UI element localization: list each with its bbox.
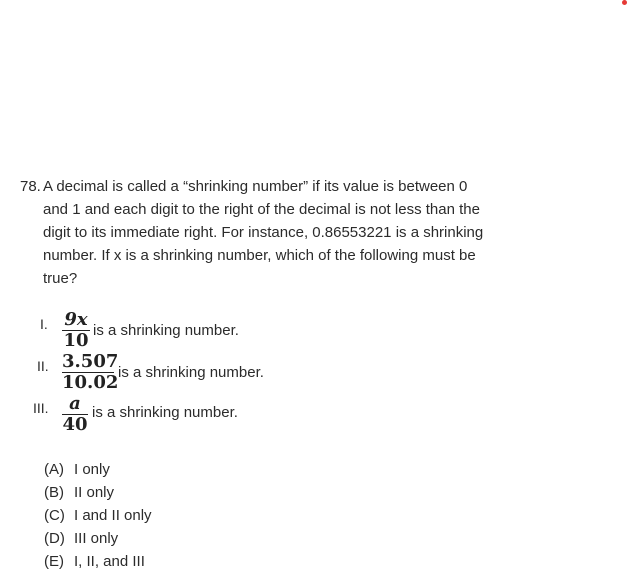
- fraction-denominator: 10.02: [62, 372, 119, 393]
- fraction-denominator: 40: [62, 414, 88, 435]
- statement-fraction: [62, 310, 90, 351]
- question-number: 78.: [20, 178, 41, 195]
- statement-fraction: [62, 351, 119, 393]
- choice-text: I and II only: [74, 507, 152, 524]
- statement-text: is a shrinking number.: [118, 364, 264, 381]
- choice-text: II only: [74, 484, 115, 501]
- statement-roman-numeral: II.: [37, 358, 49, 374]
- fraction-numerator: 9x: [64, 309, 88, 330]
- statement-roman-numeral: III.: [33, 400, 49, 416]
- choice-a[interactable]: [44, 458, 152, 481]
- choice-letter: (B): [44, 484, 64, 501]
- choice-text: III only: [74, 530, 119, 547]
- statement-roman-numeral: I.: [40, 316, 48, 332]
- fraction-numerator: a: [69, 393, 81, 414]
- statement-text: is a shrinking number.: [92, 404, 238, 421]
- statement-fraction: [62, 394, 88, 435]
- choice-letter: (A): [44, 461, 64, 478]
- choice-e[interactable]: [44, 550, 152, 573]
- choice-letter: (C): [44, 507, 65, 524]
- choice-letter: (E): [44, 553, 64, 570]
- choice-d[interactable]: [44, 527, 152, 550]
- answer-choices: [44, 458, 152, 573]
- red-dot-marker: [622, 0, 627, 5]
- fraction-numerator: 3.507: [62, 351, 119, 372]
- choice-c[interactable]: [44, 504, 152, 527]
- choice-b[interactable]: [44, 481, 152, 504]
- question-block: [20, 175, 490, 290]
- statement-text: is a shrinking number.: [93, 322, 239, 339]
- choice-text: I, II, and III: [74, 553, 145, 570]
- choice-text: I only: [74, 461, 110, 478]
- choice-letter: (D): [44, 530, 65, 547]
- question-text: A decimal is called a “shrinking number” if its value is between 0 and 1 and each digit to the right of the decimal is not less than the digit to its immediate right. For instance, 0.86553221 is a shrinking number. If x is a shrinking number, which of the following must be true?: [43, 178, 484, 287]
- fraction-denominator: 10: [63, 330, 89, 351]
